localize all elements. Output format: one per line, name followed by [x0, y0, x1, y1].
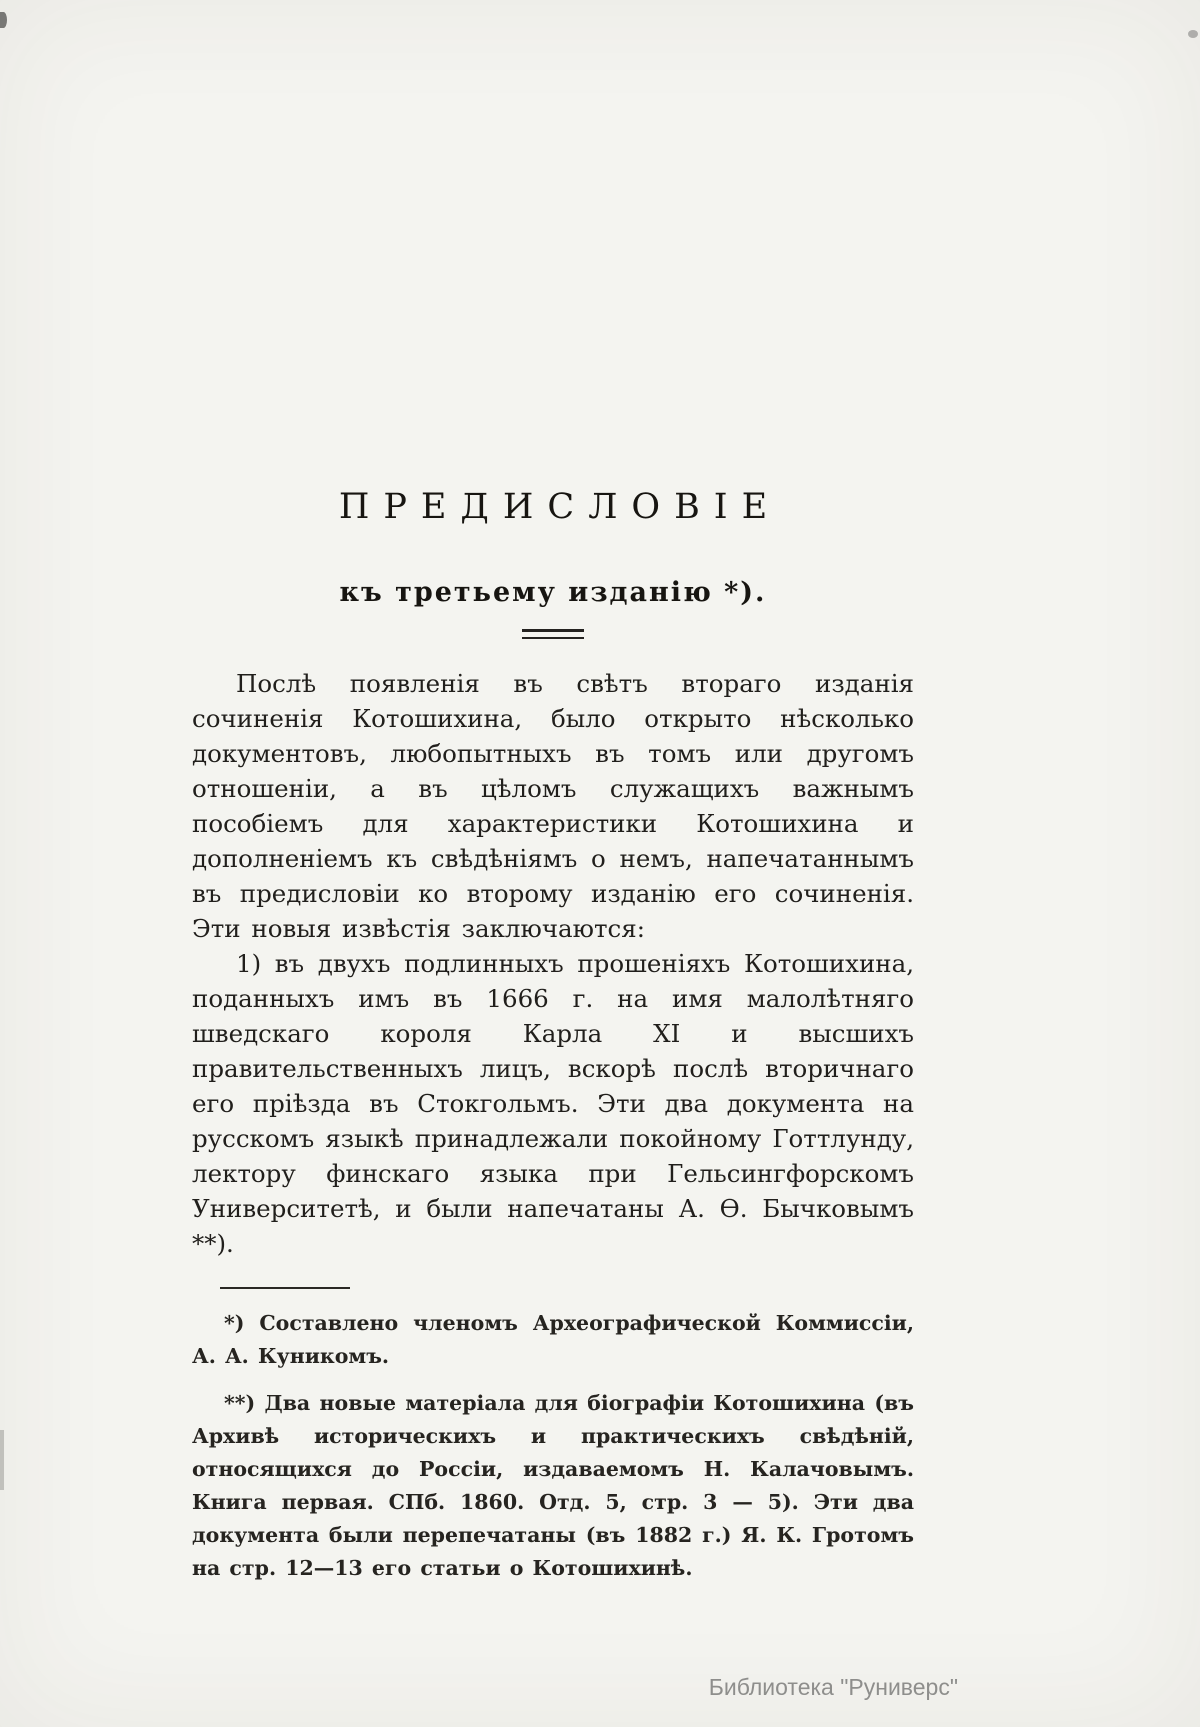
scan-artifact: [1188, 30, 1198, 38]
footnote: *) Составлено членомъ Археографической Коммиссіи, А. А. Куникомъ.: [192, 1311, 914, 1368]
page-subtitle: къ третьему изданію *).: [339, 577, 767, 608]
footnote: **) Два новые матеріала для біографіи Котошихина (въ Архивѣ историческихъ и практическихъ свѣдѣній, относящихся до Россіи, издаваемомъ Н. Калачовымъ. Книга первая. СПб. 1860. Отд. 5, стр. 3 — 5). Эти два документа были перепечатаны (въ 1882 г.) Я. К. Гротомъ на стр. 12—13 его статьи о Котошихинѣ.: [192, 1391, 914, 1580]
footnote-divider: [220, 1287, 350, 1289]
library-watermark: Библиотека "Руниверс": [708, 1674, 958, 1700]
scan-artifact: [0, 1430, 4, 1490]
page-title: ПРЕДИСЛОВІЕ: [338, 487, 782, 527]
body-paragraph: Послѣ появленія въ свѣтъ втораго изданія сочиненія Котошихина, было открыто нѣсколько документовъ, любопытныхъ въ томъ или другомъ отношеніи, а въ цѣломъ служащихъ важнымъ пособіемъ для характеристики Котошихина и дополненіемъ къ свѣдѣніямъ о немъ, напечатаннымъ въ предисловіи ко второму изданію его сочиненія. Эти новыя извѣстія заключаются:: [192, 669, 914, 943]
text-block: [192, 487, 914, 1599]
title-divider: [522, 629, 584, 639]
scan-artifact: [0, 12, 7, 28]
body-paragraph: 1) въ двухъ подлинныхъ прошеніяхъ Котошихина, поданныхъ имъ въ 1666 г. на имя малолѣтняго шведскаго короля Карла XI и высшихъ правительственныхъ лицъ, вскорѣ послѣ вторичнаго его пріѣзда въ Стокгольмъ. Эти два документа на русскомъ языкѣ принадлежали покойному Готтлунду, лектору финскаго языка при Гельсингфорскомъ Университетѣ, и были напечатаны А. Ѳ. Бычковымъ **).: [192, 949, 914, 1258]
